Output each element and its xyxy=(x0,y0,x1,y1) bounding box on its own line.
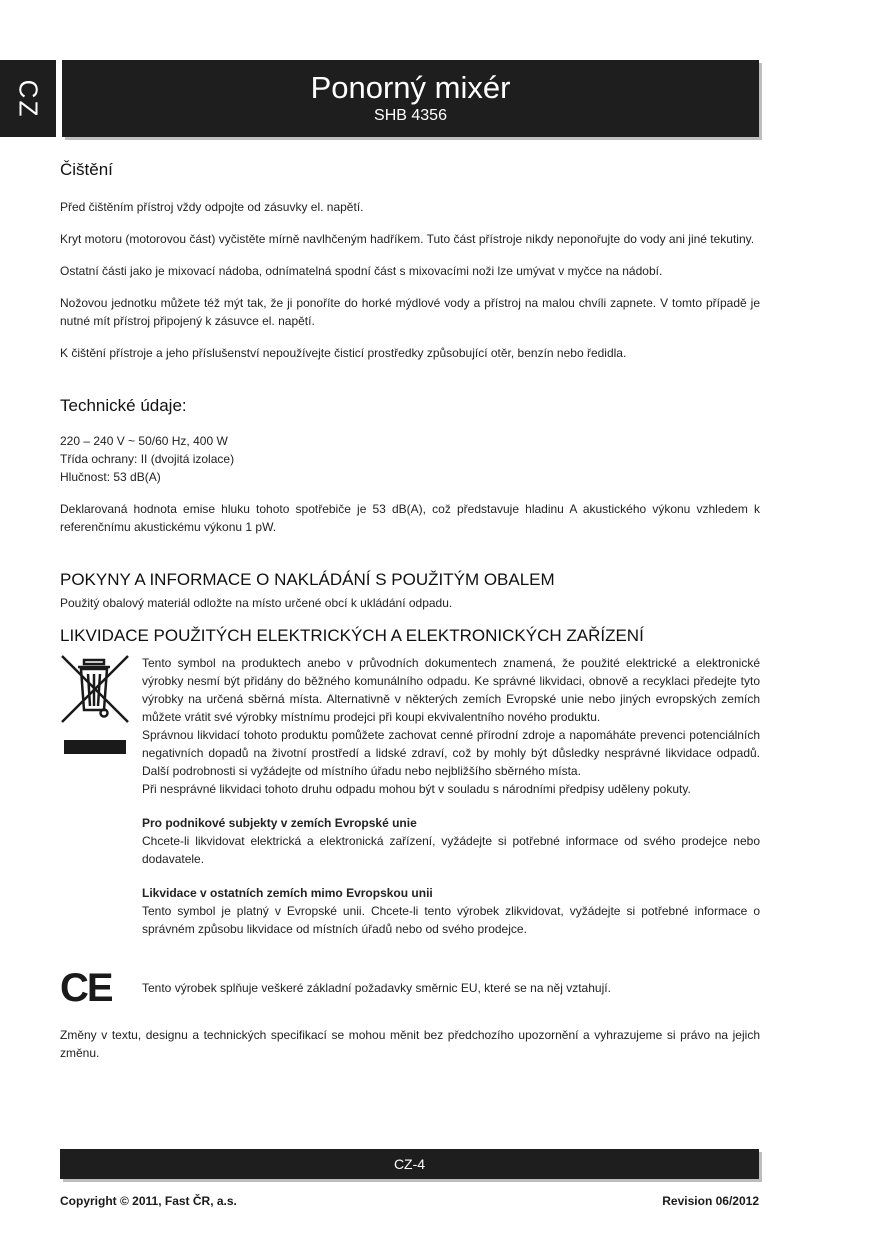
weee-paragraph: Správnou likvidací tohoto produktu pomůžete zachovat cenné přírodní zdroje a napomáháte prevenci potenciálních negativních dopadů na životní prostředí a lidské zdraví, což by mohly být důsledky nesprávné likvidace odpadů. Další podrobnosti si vyžádejte od místního úřadu nebo nejbližšího sběrného místa. xyxy=(142,728,760,778)
weee-heading: LIKVIDACE POUŽITÝCH ELEKTRICKÝCH A ELEKTRONICKÝCH ZAŘÍZENÍ xyxy=(60,626,644,645)
ce-text: Tento výrobek splňuje veškeré základní požadavky směrnic EU, které se na něj vztahují. xyxy=(142,981,611,995)
cleaning-paragraph: Kryt motoru (motorovou část) vyčistěte mírně navlhčeným hadříkem. Tuto část přístroje nikdy neponořujte do vody ani jiné tekutiny. xyxy=(60,232,755,246)
spec-line: 220 – 240 V ~ 50/60 Hz, 400 W xyxy=(60,434,228,448)
cleaning-paragraph: Ostatní části jako je mixovací nádoba, odnímatelná spodní část s mixovacími noži lze umývat v myčce na nádobí. xyxy=(60,264,663,278)
copyright: Copyright © 2011, Fast ČR, a.s. xyxy=(60,1194,237,1208)
page-number: CZ-4 xyxy=(393,1156,426,1172)
packaging-text: Použitý obalový materiál odložte na místo určené obcí k ukládání odpadu. xyxy=(60,596,453,610)
spec-line: Třída ochrany: II (dvojitá izolace) xyxy=(60,452,235,466)
header-bar xyxy=(62,60,759,137)
noise-note: Deklarovaná hodnota emise hluku tohoto spotřebiče je 53 dB(A), což představuje hladinu A akustického výkonu vzhledem k referenčnímu akustickému výkonu 1 pW. xyxy=(60,502,760,534)
cleaning-paragraph: Před čištěním přístroj vždy odpojte od zásuvky el. napětí. xyxy=(60,200,364,214)
language-tab xyxy=(0,60,56,137)
weee-paragraph: Tento symbol na produktech anebo v průvodních dokumentech znamená, že použité elektrické a elektronické výrobky nesmí být přidány do běžného komunálního odpadu. Ke správné likvidaci, obnově a recyklaci předejte tyto výrobky na určená sběrná místa. Alternativně v některých zemích Evropské unie nebo jiných evropských zemích můžete vrátit své výrobky místnímu prodejci při koupi ekvivalentního nového produktu. xyxy=(142,656,760,724)
footer-bar xyxy=(60,1149,759,1179)
page-title: Ponorný mixér xyxy=(310,70,511,105)
packaging-heading: POKYNY A INFORMACE O NAKLÁDÁNÍ S POUŽITÝM OBALEM xyxy=(60,570,555,589)
other-countries-text: Tento symbol je platný v Evropské unii. Chcete-li tento výrobek zlikvidovat, vyžádejte si potřebné informace o správném způsobu likvidace od místních úřadů nebo od svého prodejce. xyxy=(142,904,760,936)
disclaimer: Změny v textu, designu a technických specifikací se mohou měnit bez předchozího upozornění a vyhrazujeme si právo na jejich změnu. xyxy=(60,1028,760,1060)
other-countries-heading: Likvidace v ostatních zemích mimo Evropskou unii xyxy=(142,886,433,900)
crossed-bin-icon xyxy=(60,654,130,758)
ce-section xyxy=(60,968,760,1008)
language-code: CZ xyxy=(13,79,44,118)
cleaning-heading: Čištění xyxy=(60,160,113,179)
revision: Revision 06/2012 xyxy=(662,1194,759,1208)
cleaning-paragraph: K čištění přístroje a jeho příslušenství nepoužívejte čisticí prostředky způsobující otěr, benzín nebo ředidla. xyxy=(60,346,627,360)
weee-paragraph: Při nesprávné likvidaci tohoto druhu odpadu mohou být v souladu s národními předpisy uděleny pokuty. xyxy=(142,782,691,796)
model-number: SHB 4356 xyxy=(374,107,447,124)
business-heading: Pro podnikové subjekty v zemích Evropské unie xyxy=(142,816,417,830)
business-text: Chcete-li likvidovat elektrická a elektronická zařízení, vyžádejte si potřebné informace od svého prodejce nebo dodavatele. xyxy=(142,834,760,866)
cleaning-paragraph: Nožovou jednotku můžete též mýt tak, že ji ponoříte do horké mýdlové vody a přístroj na malou chvíli zapnete. V tomto případě je nutné mít přístroj připojený k zásuvce el. napětí. xyxy=(60,296,760,328)
technical-heading: Technické údaje: xyxy=(60,396,187,415)
weee-section xyxy=(60,654,760,938)
ce-mark-icon: CE xyxy=(60,966,112,1010)
spec-line: Hlučnost: 53 dB(A) xyxy=(60,470,161,484)
main-content xyxy=(60,160,760,1062)
